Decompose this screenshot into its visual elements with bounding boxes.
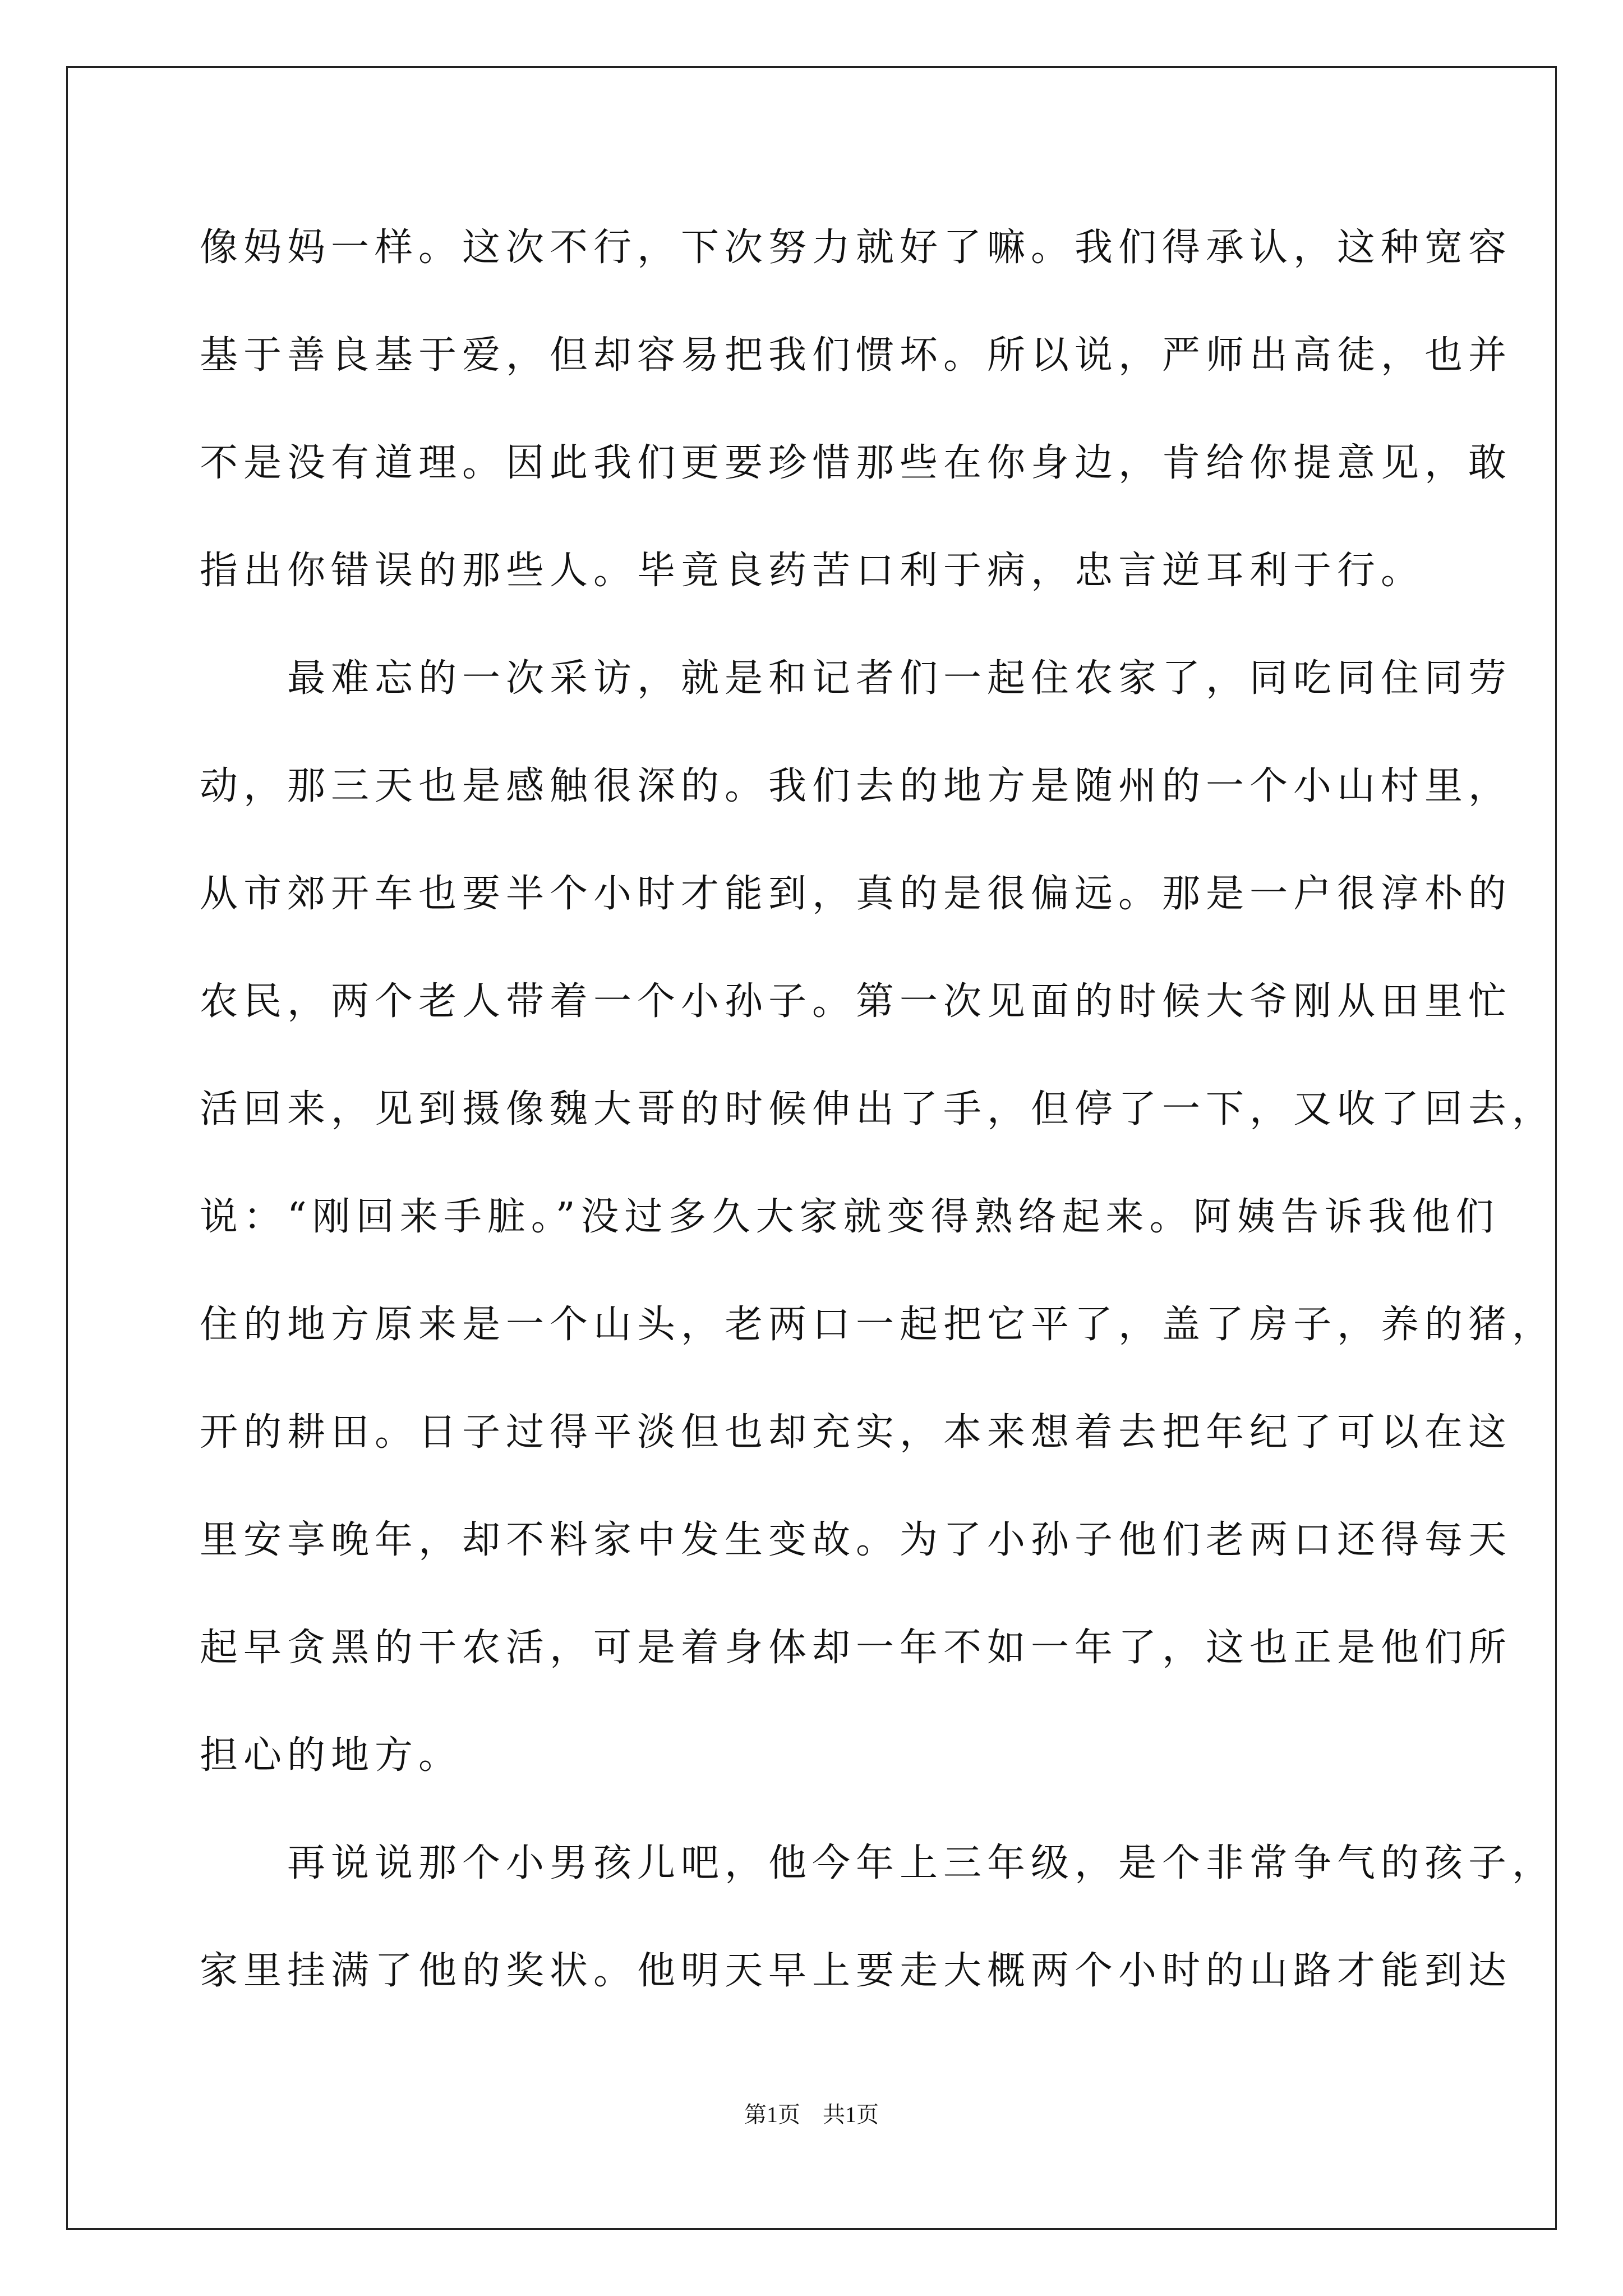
text-line: 动，那三天也是感触很深的。我们去的地方是随州的一个小山村里， — [200, 764, 1513, 808]
text-line: 不是没有道理。因此我们更要珍惜那些在你身边，肯给你提意见，敢 — [200, 441, 1513, 485]
text-line: 家里挂满了他的奖状。他明天早上要走大概两个小时的山路才能到达 — [200, 1949, 1513, 1993]
text-line: 说：“刚回来手脏。”没过多久大家就变得熟络起来。阿姨告诉我他们 — [200, 1195, 1500, 1239]
text-line: 担心的地方。 — [200, 1733, 463, 1778]
text-line: 里安享晚年，却不料家中发生变故。为了小孙子他们老两口还得每天 — [200, 1518, 1513, 1562]
text-line: 从市郊开车也要半个小时才能到，真的是很偏远。那是一户很淳朴的 — [200, 872, 1513, 916]
text-line: 起早贪黑的干农活，可是着身体却一年不如一年了，这也正是他们所 — [200, 1626, 1513, 1670]
text-line: 活回来，见到摄像魏大哥的时候伸出了手，但停了一下，又收了回去， — [200, 1087, 1556, 1131]
text-line: 最难忘的一次采访，就是和记者们一起住农家了，同吃同住同劳 — [200, 656, 1513, 701]
text-line: 基于善良基于爱，但却容易把我们惯坏。所以说，严师出高徒，也并 — [200, 333, 1513, 378]
text-line: 开的耕田。日子过得平淡但也却充实，本来想着去把年纪了可以在这 — [200, 1410, 1513, 1455]
text-line: 再说说那个小男孩儿吧，他今年上三年级，是个非常争气的孩子， — [200, 1841, 1556, 1885]
text-line: 指出你错误的那些人。毕竟良药苦口利于病，忠言逆耳利于行。 — [200, 549, 1425, 593]
text-line: 农民，两个老人带着一个小孙子。第一次见面的时候大爷刚从田里忙 — [200, 979, 1513, 1024]
page-footer — [0, 2097, 1623, 2129]
page-number-label: 第1页 共1页 — [744, 2102, 879, 2127]
text-line: 住的地方原来是一个山头，老两口一起把它平了，盖了房子，养的猪， — [200, 1303, 1556, 1347]
document-body — [200, 214, 1556, 2045]
text-line: 像妈妈一样。这次不行，下次努力就好了嘛。我们得承认，这种宽容 — [200, 226, 1513, 270]
